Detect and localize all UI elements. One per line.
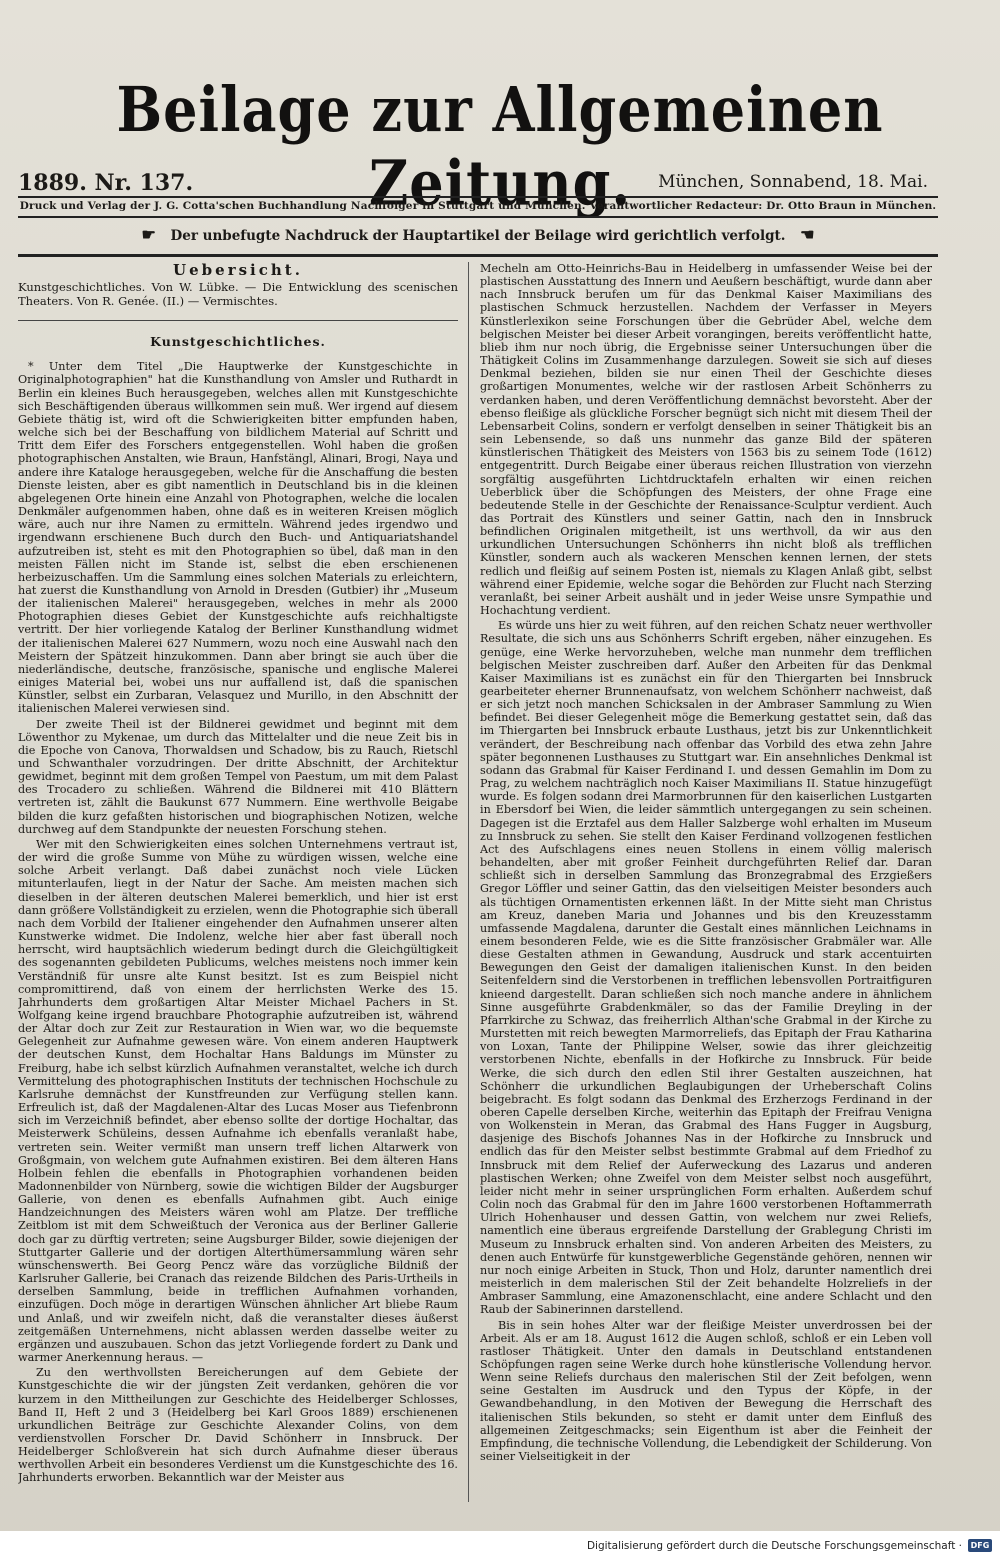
article-title: Kunstgeschichtliches. bbox=[150, 334, 326, 350]
article-paragraph: * Unter dem Titel „Die Hauptwerke der Kunstgeschichte in Originalphotographien" hat die Kunsthandlung von Amsler und Ruthardt in Berlin ein kleines Buch herausgegeben, welches allen mit Kunstgeschichte sich Beschäftigenden überaus willkommen sein muß. Wer irgend auf diesem Gebiete thätig ist, wird oft die Schwierigkeiten bitter empfunden haben, welche sich bei der Beschaffung von bildlichem Material auf Schritt und Tritt dem Eifer des Forschers entgegenstellen. Wohl haben die großen photographischen Anstalten, wie Braun, Hanfstängl, Alinari, Brogi, Naya und andere ihre Kataloge herausgegeben, welche für die Anschaffung die besten Dienste leisten, aber es gibt namentlich in Deutschland bis in die kleinen abgelegenen Orte hinein eine Anzahl von Photographen, welche die localen Denkmäler aufgenommen haben, ohne daß es in weiteren Kreisen möglich wäre, auch nur ihre Namen zu ermitteln. Während jedes irgendwo und irgendwann erschienene Buch durch den Buch- und Antiquariatshandel aufzutreiben ist, steht es mit den Photographien so übel, daß man in den meisten Fällen nicht im Stande ist, selbst die eben erschienenen herbeizuschaffen. Um die Sammlung eines solchen Materials zu erleichtern, hat zuerst die Kunsthandlung von Arnold in Dresden (Gutbier) ihr „Museum der italienischen Malerei" herausgegeben, welches in mehr als 2000 Photographien dieses Gebiet der Kunstgeschichte aufs reichhaltigste vertritt. Der hier vorliegende Katalog der Berliner Kunsthandlung widmet der italienischen Malerei 627 Nummern, wozu noch eine Auswahl nach den Meistern der Spätzeit hinzukommen. Dann aber bringt sie auch über die niederländische, deutsche, französische, spanische und englische Malerei einiges Material bei, wobei uns nur auffallend ist, daß die spanischen Künstler, selbst ein Zurbaran, Velasquez und Murillo, in den Abschnitt der italienischen Malerei verwiesen sind. bbox=[18, 360, 458, 716]
article-paragraph: Der zweite Theil ist der Bildnerei gewidmet und beginnt mit dem Löwenthor zu Mykenae, um durch das Mittelalter und die neue Zeit bis in die Epoche von Canova, Thorwaldsen und Schadow, bis zu Rauch, Rietschl und Schwanthaler vorzudringen. Der dritte Abschnitt, der Architektur gewidmet, beginnt mit dem großen Tempel von Paestum, um mit dem Palast des Trocadero zu schließen. Während die Bildnerei mit 410 Blättern vertreten ist, zählt die Baukunst 677 Nummern. Eine werthvolle Beigabe bilden die kurz gefaßten historischen und biographischen Notizen, welche durchweg auf dem Standpunkte der neuesten Forschung stehen. bbox=[18, 717, 458, 836]
pointing-hand-right-icon: ☛ bbox=[141, 225, 156, 244]
article-paragraph: Wer mit den Schwierigkeiten eines solchen Unternehmens vertraut ist, der wird die große Summe von Mühe zu würdigen wissen, welche eine solche Arbeit verlangt. Daß dabei zunächst noch viele Lücken mitunterlaufen, liegt in der Natur der Sache. Am meisten machen sich dieselben in der älteren deutschen Malerei bemerklich, und hier ist erst dann größere Vollständigkeit zu erzielen, wenn die Photographie sich überall nach dem Vorbild der Italiener eingehender den Aufnahmen unserer alten Kunstwerke widmet. Die Indolenz, welche hier aber fast überall noch herrscht, wird hauptsächlich wiederum bedingt durch die Gleichgültigkeit des sogenannten gebildeten Publicums, welches meistens noch immer kein Verständniß für unsre alte Kunst besitzt. Ist es zum Beispiel nicht compromittirend, daß von einem der herrlichsten Werke des 15. Jahrhunderts dem großartigen Altar Meister Michael Pachers in St. Wolfgang keine irgend brauchbare Photographie aufzutreiben ist, während der Altar doch zur Zeit zur Restauration in Wien war, wo die bequemste Gelegenheit zur Aufnahme gewesen wäre. Von einem anderen Hauptwerk der deutschen Kunst, dem Hochaltar Hans Baldungs im Münster zu Freiburg, habe ich selbst kürzlich Aufnahmen veranstaltet, welche ich durch Vermittelung des photographischen Instituts der technischen Hochschule zu Karlsruhe demnächst der Kunstfreunden zur Verfügung stellen kann. Erfreulich ist, daß der Magdalenen-Altar des Lucas Moser aus Tiefenbronn sich im Verzeichniß befindet, aber ebenso sollte der dortige Hochaltar, das Meisterwerk Schüleins, dessen Aufnahme ich ebenfalls veranlaßt habe, vertreten sein. Weiter vermißt man unsern treff lichen Altarwerk von Großgmain, von welchem gute Aufnahmen existiren. Bei dem älteren Hans Holbein fehlen die ebenfalls in Photographien vorhandenen beiden Madonnenbilder von Nürnberg, sowie die wichtigen Bilder der Augsburger Gallerie, von denen es ebenfalls Aufnahmen gibt. Auch einige Handzeichnungen des Meisters wären wohl am Platze. Der treffliche Zeitblom ist mit dem Schweißtuch der Veronica aus der Berliner Gallerie doch gar zu dürftig vertreten; seine Augsburger Bilder, sowie diejenigen der Stuttgarter Gallerie und der dortigen Alterthümersammlung wären sehr wünschenswerth. Bei Georg Pencz wäre das vorzügliche Bildniß der Karlsruher Gallerie, bei Cranach das reizende Bildchen des Paris-Urtheils in derselben Sammlung, beide in trefflichen Aufnahmen vorhanden, einzufügen. Doch möge in derartigen Wünschen ähnlicher Art bliebe Raum und Anlaß, und wir zweifeln nicht, daß die veranstalter dieses äußerst zeitgemäßen Unternehmens, nicht ablassen werden dasselbe weiter zu ergänzen und auszubauen. Schon das jetzt Vorliegende fordert zu Dank und warmer Anerkennung heraus. — bbox=[18, 837, 458, 1365]
header-rule-middle bbox=[18, 216, 938, 218]
overview-text: Kunstgeschichtliches. Von W. Lübke. — Die Entwicklung des scenischen Theaters. Von R. Genée. (II.) — Vermischtes. bbox=[18, 280, 458, 308]
overview-divider bbox=[18, 320, 458, 321]
dfg-logo: DFG bbox=[968, 1539, 992, 1552]
imprint-line: Druck und Verlag der J. G. Cotta'schen Buchhandlung Nachfolger in Stuttgart und München. Verantwortlicher Redacteur: Dr. Otto Braun in München. bbox=[19, 200, 937, 212]
right-column bbox=[480, 262, 932, 1502]
issue-place-date: München, Sonnabend, 18. Mai. bbox=[658, 172, 928, 192]
digitization-footer bbox=[0, 1531, 1000, 1559]
footer-credit: Digitalisierung gefördert durch die Deutsche Forschungsgemeinschaft · bbox=[586, 1540, 962, 1552]
header-rule-top bbox=[18, 196, 938, 198]
column-divider bbox=[468, 262, 469, 1502]
masthead-title: Beilage zur Allgemeinen Zeitung. bbox=[116, 72, 884, 220]
article-paragraph: Es würde uns hier zu weit führen, auf den reichen Schatz neuer werthvoller Resultate, die sich uns aus Schönherrs Schrift ergeben, näher einzugehen. Es genüge, eine Werke hervorzuheben, welche man nunmehr dem trefflichen belgischen Meister zuschreiben darf. Außer den Arbeiten für das Denkmal Kaiser Maximilians ist es zunächst ein für den Thiergarten bei Innsbruck gearbeiteter eherner Brunnenaufsatz, von welchem Schönherr nachweist, daß er sich jetzt noch manchen Schicksalen in der Ambraser Sammlung zu Wien befindet. Bei dieser Gelegenheit möge die Bemerkung gestattet sein, daß das im Thiergarten bei Innsbruck erbaute Lusthaus, jetzt bis zur Unkenntlichkeit verändert, der Beschreibung nach offenbar das Vorbild des etwa zehn Jahre später begonnenen Lusthauses zu Stuttgart war. Ein ansehnliches Denkmal ist sodann das Grabmal für Kaiser Ferdinand I. und dessen Gemahlin im Dom zu Prag, zu welchem nachträglich noch Kaiser Maximilians II. Statue hinzugefügt wurde. Es folgen sodann drei Marmorbrunnen für den kaiserlichen Lustgarten in Ebersdorf bei Wien, die leider sämmtlich untergegangen zu sein scheinen. Dagegen ist die Erztafel aus dem Haller Salzberge wohl erhalten im Museum zu Innsbruck zu sehen. Sie stellt den Kaiser Ferdinand vollzogenen festlichen Act des Aufschlagens eines neuen Stollens in einem völlig malerisch behandelten, aber mit großer Feinheit durchgeführten Relief dar. Daran schließt sich in derselben Sammlung das Bronzegrabmal des Erzgießers Gregor Löffler und seiner Gattin, das den vielseitigen Meister besonders auch als tüchtigen Ornamentisten erkennen läßt. In der Mitte sieht man Christus am Kreuz, daneben Maria und Johannes und bis den Kreuzesstamm umfassende Magdalena, darunter die Gestalt eines männlichen Leichnams in einem besonderen Felde, wie es die Sitte französischer Grabmäler war. Alle diese Gestalten athmen in Gewandung, Ausdruck und stark accentuirten Bewegungen den Geist der damaligen italienischen Kunst. In den beiden Seitenfeldern sind die Verstorbenen in trefflichen lebensvollen Portraitfiguren knieend dargestellt. Daran schließen sich noch manche andere in ähnlichem Sinne ausgeführte Grabdenkmäler, so das der Familie Dreyling in der Pfarrkirche zu Schwaz, das freiherrlich Althan'sche Grabmal in der Kirche zu Murstetten mit reich bewegten Marmorreliefs, das Epitaph der Frau Katharina von Loxan, Tante der Philippine Welser, sowie das ihrer gleichzeitig verstorbenen Nichte, ebenfalls in der Hofkirche zu Innsbruck. Für beide Werke, die sich durch den edlen Stil ihrer Gestalten auszeichnen, hat Schönherr die urkundlichen Beglaubigungen der Urheberschaft Colins beigebracht. Es folgt sodann das Denkmal des Erzherzogs Ferdinand in der oberen Capelle derselben Kirche, weiterhin das Epitaph der Freifrau Venigna von Wolkenstein in Meran, das Grabmal des Hans Fugger in Augsburg, dasjenige des Bischofs Johannes Nas in der Hofkirche zu Innsbruck und endlich das für den Meister selbst bestimmte Grabmal auf dem Friedhof zu Innsbruck mit dem Relief der Auferweckung des Lazarus und anderen plastischen Werken; ohne Zweifel von dem Meister selbst noch ausgeführt, leider nicht mehr in seiner ursprünglichen Form erhalten. Außerdem schuf Colin noch das Grabmal für den im Jahre 1600 verstorbenen Hoftammerrath Ulrich Hohenhauser und dessen Gattin, von welchem nur zwei Reliefs, namentlich eine überaus ergreifende Darstellung der Grablegung Christi im Museum zu Innsbruck erhalten sind. Von anderen Arbeiten des Meisters, zu denen auch Entwürfe für kunstgewerbliche Gegenstände gehören, nennen wir nur noch einige Arbeiten in Stuck, Thon und Holz, darunter namentlich drei meisterlich in dem malerischen Stil der Zeit behandelte Holzreliefs in der Ambraser Sammlung, eine Amazonenschlacht, eine andere Schlacht und den Raub der Sabinerinnen darstellend. bbox=[480, 619, 932, 1317]
notice-text: Der unbefugte Nachdruck der Hauptartikel der Beilage wird gerichtlich verfolgt. bbox=[170, 228, 786, 244]
article-paragraph: Zu den werthvollsten Bereicherungen auf dem Gebiete der Kunstgeschichte die wir der jüngsten Zeit verdanken, gehören die vor kurzem in den Mittheilungen zur Geschichte des Heidelberger Schlosses, Band II, Heft 2 und 3 (Heidelberg bei Karl Groos 1889) erschienenen urkundlichen Beiträge zur Geschichte Alexander Colins, von dem verdienstvollen Forscher Dr. David Schönherr in Innsbruck. Der Heidelberger Schloßverein hat sich durch Aufnahme dieser überaus werthvollen Arbeit ein besonderes Verdienst um die Kunstgeschichte des 16. Jahrhunderts erworben. Bekanntlich war der Meister aus bbox=[18, 1366, 458, 1485]
overview-title: Uebersicht. bbox=[173, 262, 303, 279]
left-column bbox=[18, 262, 458, 1502]
issue-number: 1889. Nr. 137. bbox=[18, 170, 194, 196]
article-paragraph: Bis in sein hohes Alter war der fleißige Meister unverdrossen bei der Arbeit. Als er am 18. August 1612 die Augen schloß, schloß er ein Leben voll rastloser Thätigkeit. Unter den damals in Deutschland entstandenen Schöpfungen ragen seine Werke durch hohe künstlerische Vollendung hervor. Wenn seine Reliefs durchaus den malerischen Stil der Zeit befolgen, wenn seine Gestalten im Ausdruck und den Typus der Köpfe, in der Gewandbehandlung, in den Motiven der Bewegung die Herrschaft des italienischen Stils bekunden, so steht er damit unter dem Einfluß des allgemeinen Zeitgeschmacks; sein Eigenthum ist aber die Feinheit der Empfindung, die technische Vollendung, die Lebendigkeit der Schilderung. Von seiner Vielseitigkeit in der bbox=[480, 1318, 932, 1464]
pointing-hand-left-icon: ☚ bbox=[800, 225, 815, 244]
article-paragraph: Mecheln am Otto-Heinrichs-Bau in Heidelberg in umfassender Weise bei der plastischen Ausstattung des Innern und Aeußern beschäftigt, wurde dann aber nach Innsbruck berufen um für das Denkmal Kaiser Maximilians des plastischen Schmuck herzustellen. Nachdem der Verfasser in Meyers Künstlerlexikon seine Forschungen über die Gebrüder Abel, welche dem belgischen Meister bei dieser Arbeit vorangingen, bereits veröffentlicht hatte, blieb ihm nur noch übrig, die Ergebnisse seiner Untersuchungen über die Thätigkeit Colins im Zusammenhange darzulegen. Soweit sie sich auf dieses Denkmal beziehen, bilden sie nur einen Theil der Geschichte dieses großartigen Monumentes, welche wir der rastlosen Arbeit Schönherrs zu verdanken haben, und deren Veröffentlichung demnächst bevorsteht. Aber der ebenso fleißige als glückliche Forscher begnügt sich nicht mit diesem Theil der Lebensarbeit Colins, sondern er verfolgt denselben in seiner Thätigkeit bis an sein Lebensende, so daß uns nunmehr das ganze Bild der späteren künstlerischen Thätigkeit des Meisters von 1563 bis zu seinem Tode (1612) entgegentritt. Durch Beigabe einer überaus reichen Illustration von vierzehn sorgfältig ausgeführten Lichtdrucktafeln erhalten wir einen reichen Ueberblick über die Schöpfungen des Meisters, der ohne Frage eine bedeutende Stelle in der Geschichte der Renaissance-Sculptur verdient. Auch das Portrait des Künstlers und seiner Gattin, nach den in Innsbruck befindlichen Originalen mitgetheilt, ist uns werthvoll, da wir aus den urkundlichen Untersuchungen Schönherrs ihn nicht bloß als trefflichen Künstler, sondern auch als wackeren Menschen kennen lernen, der stets redlich und fleißig auf seinem Posten ist, niemals zu Klagen Anlaß gibt, selbst während einer Epidemie, welche sogar die Behörden zur Flucht nach Sterzing veranlaßt, bei seiner Arbeit aushält und in jeder Weise unsre Sympathie und Hochachtung verdient. bbox=[480, 262, 932, 618]
copyright-notice bbox=[18, 225, 938, 251]
header-rule-bottom bbox=[18, 254, 938, 257]
